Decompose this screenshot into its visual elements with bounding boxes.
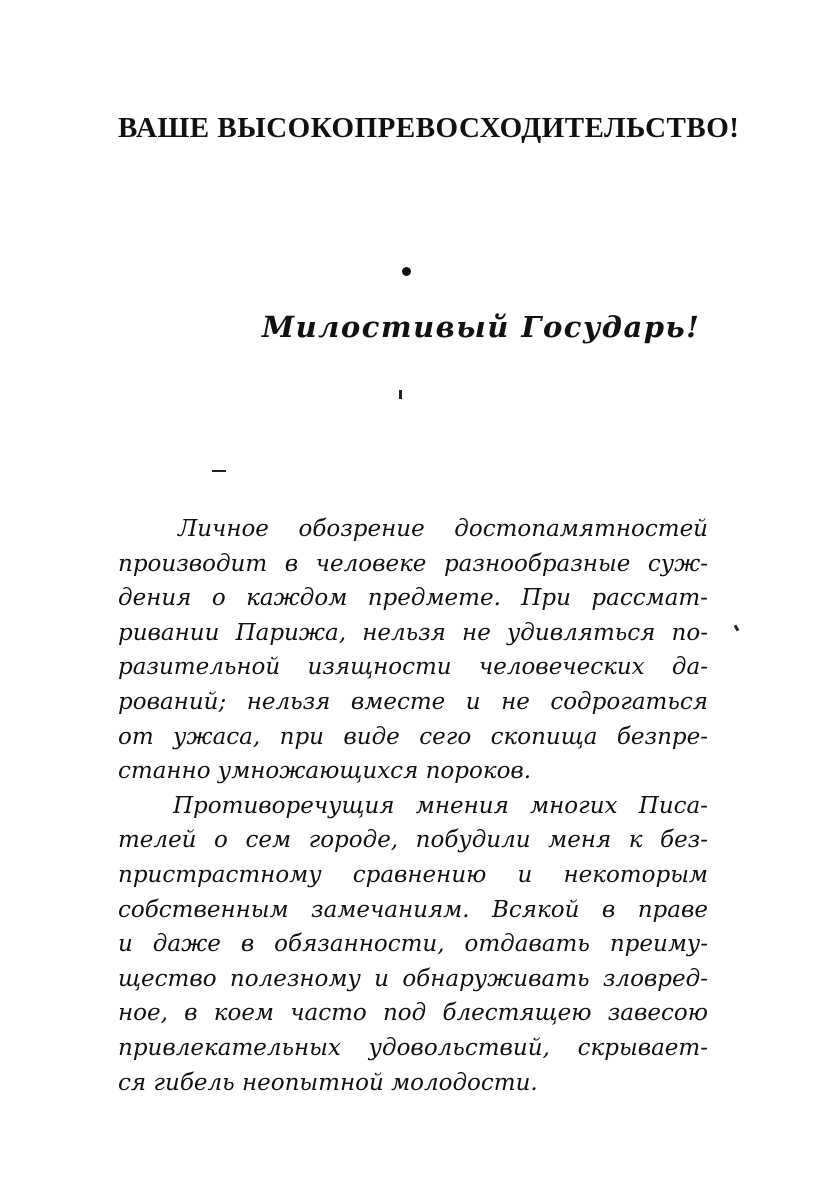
text-line: ное, в коем часто под блестящею завесою <box>118 1000 708 1027</box>
text-line: разительной изящности человеческих да- <box>118 654 708 681</box>
ink-mark <box>399 390 402 399</box>
text-line: и даже в обязанности, отдавать преиму- <box>118 931 708 958</box>
ink-mark <box>734 625 740 632</box>
text-line: рований; нельзя вместе и не содрогаться <box>118 688 708 715</box>
text-line: собственным замечаниям. Всякой в праве <box>118 896 708 923</box>
text-line: ся гибель неопытной молодости. <box>118 1069 538 1096</box>
text-line: привлекательных удовольствий, скрывает- <box>118 1034 708 1061</box>
text-line: дения о каждом предмете. При рассмат- <box>118 585 708 612</box>
ink-dot <box>402 267 411 276</box>
text-line: от ужаса, при виде сего скопища безпре- <box>118 723 708 750</box>
ink-mark <box>212 470 226 472</box>
text-line: производит в человеке разнообразные суж- <box>118 550 708 577</box>
text-line: Противоречущия мнения многих Писа- <box>173 792 708 819</box>
dedication-heading: ВАШЕ ВЫСОКОПРЕВОСХОДИТЕЛЬСТВО! <box>118 112 740 144</box>
body-text <box>118 512 708 1100</box>
text-line: щество полезному и обнаруживать зловред- <box>118 965 708 992</box>
text-line: станно умножающихся пороков. <box>118 758 532 785</box>
salutation: Милостивый Государь! <box>262 310 701 344</box>
text-line: телей о сем городе, побудили меня к без- <box>118 827 708 854</box>
text-line: ривании Парижа, нельзя не удивляться по- <box>118 619 708 646</box>
text-line: Личное обозрение достопамятностей <box>178 516 708 542</box>
text-line: пристрастному сравнению и некоторым <box>118 861 708 888</box>
